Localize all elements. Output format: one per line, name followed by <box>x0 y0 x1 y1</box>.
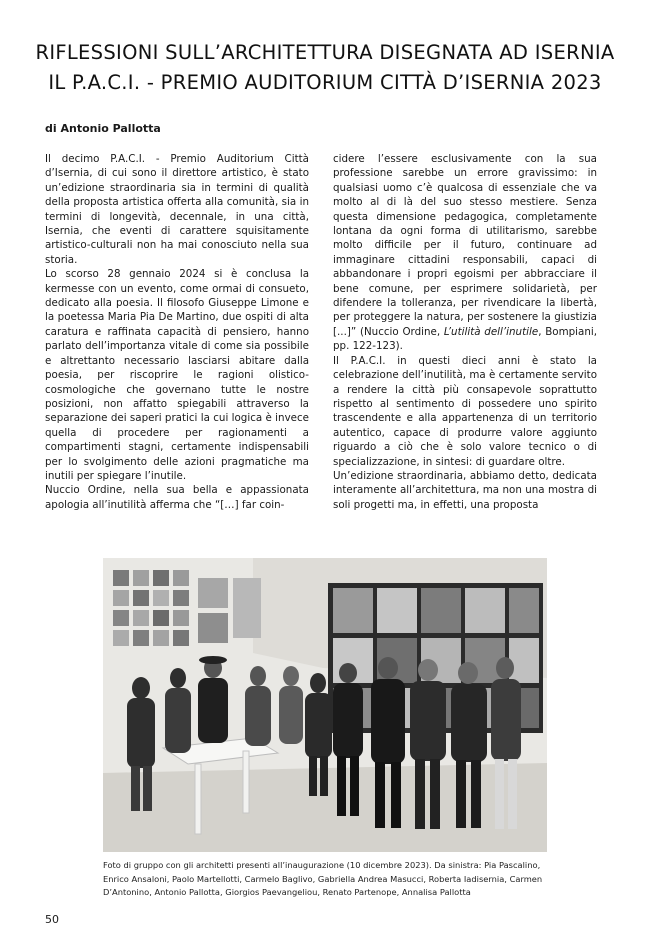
right-text-column <box>333 152 597 512</box>
paragraph: Il decimo P.A.C.I. - Premio Auditorium Città d’Isernia, di cui sono il direttore artistico, è stato un’edizione straordinaria sia in termini di qualità della proposta artistica offerta alla comunità, sia in termini di longevità, decennale, in una città, Isernia, che eventi di carattere squisitamente artistico-culturali non ha mai conosciuto nella sua storia. <box>45 153 309 266</box>
page-number: 50 <box>45 913 59 926</box>
paragraph-text: cidere l’essere esclusivamente con la sua professione sarebbe un errore gravissimo: in qualsiasi uomo c’è qualcosa di essenziale che va molto al di là del suo stesso mestiere. Senza questa dimensione pedagogica, completamente lontana da ogni forma di utilitarismo, sarebbe molto difficile per il futuro, continuare ad immaginare cittadini responsabili, capaci di abbandonare i propri egoismi per abbracciare il bene comune, per esprimere solidarietà, per difendere la tolleranza, per rivendicare la libertà, per proteggere la natura, per sostenere la giustizia [...]” (Nuccio Ordine, <box>333 153 597 338</box>
paragraph <box>333 152 597 354</box>
author-byline: di Antonio Pallotta <box>45 122 161 135</box>
left-text-column <box>45 152 309 512</box>
paragraph-text: , Bompiani, pp. 122-123). <box>333 325 597 353</box>
paragraph: Nuccio Ordine, nella sua bella e appassionata apologia all’inutilità afferma che “[…] far coin- <box>45 484 309 511</box>
article-title-line-2: IL P.A.C.I. - PREMIO AUDITORIUM CITTÀ D’ISERNIA 2023 <box>48 71 602 94</box>
book-title: L’utilità dell’inutile <box>443 325 539 338</box>
paragraph: Un’edizione straordinaria, abbiamo detto, dedicata interamente all’architettura, ma non una mostra di soli progetti ma, in effetti, una proposta <box>333 469 597 511</box>
group-photo <box>103 558 547 852</box>
paragraph: Il P.A.C.I. in questi dieci anni è stato la celebrazione dell’inutilità, ma è certamente servito a rendere la città più consapevole soprattutto rispetto al sentimento di possedere uno spirito trascendente e alla appartenenza di un territorio autentico, capace di produrre valore aggiunto riguardo a ciò che è solo valore tecnico o di specializzazione, in sintesi: di guardare oltre. <box>333 354 597 468</box>
article-title-line-1: RIFLESSIONI SULL’ARCHITETTURA DISEGNATA AD ISERNIA <box>35 41 615 64</box>
paragraph: Lo scorso 28 gennaio 2024 si è conclusa la kermesse con un evento, come ormai di consueto, dedicato alla poesia. Il filosofo Giuseppe Limone e la poetessa Maria Pia De Martino, due ospiti di alta caratura e raffinata capacità di pensiero, hanno parlato dell’importanza vitale di come sia possibile e altrettanto necessario lasciarsi abitare dalla poesia, per riscoprire le ragioni olistico-cosmologiche che governano tutte le nostre posizioni, non affatto spiegabili attraverso la separazione dei saperi pratici la cui logica è invece quella di procedere per ragionamenti a compartimenti stagni, certamente indispensabili per lo svolgimento delle azioni pragmatiche ma inutili per spiegare l’inutile. <box>45 268 309 482</box>
photo-caption: Foto di gruppo con gli architetti presenti all’inaugurazione (10 dicembre 2023). Da sinistra: Pia Pascalino, Enrico Ansaloni, Paolo Martellotti, Carmelo Baglivo, Gabriella Andrea Masucci, Roberta Iadisernia, Carmen D’Antonino, Antonio Pallotta, Giorgios Paevangeliou, Renato Partenope, Annalisa Pallotta <box>103 860 543 897</box>
